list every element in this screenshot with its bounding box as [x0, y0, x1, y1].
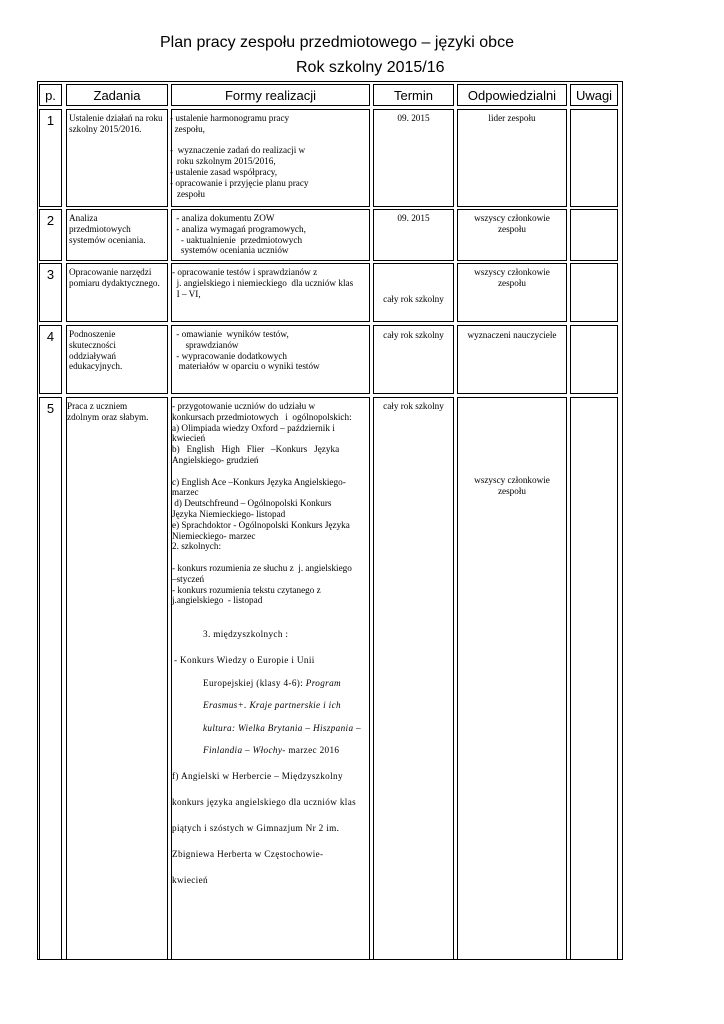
- row-number: 3: [46, 267, 55, 282]
- europe-line-2: Europejskiej (klasy 4-6): Program: [203, 678, 342, 688]
- term-text: 09. 2015: [397, 113, 430, 123]
- task-text: Praca z uczniem zdolnym oraz słabym.: [67, 401, 149, 422]
- plan-table: [37, 81, 622, 960]
- responsible-text: wszyscy członkowie zespołu: [474, 267, 550, 288]
- herbert-line-3: piątych i szóstych w Gimnazjum Nr 2 im.: [172, 823, 340, 833]
- task-text: Analiza przedmiotowych systemów oceniania.: [69, 213, 146, 245]
- europe-line-4: kultura: Wielka Brytania – Hiszpania –: [203, 723, 361, 733]
- task-text: Ustalenie działań na roku szkolny 2015/2016.: [69, 113, 163, 134]
- term-text: 09. 2015: [397, 213, 430, 223]
- row-number: 2: [46, 213, 55, 228]
- europe-line-5: Finlandia – Włochy- marzec 2016: [203, 745, 340, 755]
- row-number: 1: [46, 113, 55, 128]
- responsible-text: wyznaczeni nauczyciele: [467, 330, 557, 340]
- header-number: p.: [45, 88, 56, 103]
- term-text: cały rok szkolny: [383, 294, 444, 304]
- header-tasks: Zadania: [93, 88, 141, 103]
- term-text: cały rok szkolny: [383, 401, 444, 411]
- europe-line-3: Erasmus+. Kraje partnerskie i ich: [203, 700, 341, 710]
- page-title: Plan pracy zespołu przedmiotowego – języki obce: [160, 34, 514, 51]
- header-responsible: Odpowiedzialni: [467, 88, 557, 103]
- europe-line-1: - Konkurs Wiedzy o Europie i Unii: [174, 655, 315, 665]
- row-number: 5: [46, 401, 55, 416]
- forms-text: - omawianie wyników testów, sprawdzianów - wypracowanie dodatkowych materiałów w oparciu o wyniki testów: [176, 329, 320, 372]
- responsible-text: lider zespołu: [488, 113, 536, 123]
- header-forms: Formy realizacji: [224, 88, 316, 103]
- task-text: Podnoszenie skuteczności oddziaływań edukacyjnych.: [69, 329, 123, 372]
- row-number: 4: [46, 329, 55, 344]
- herbert-line-4: Zbigniewa Herberta w Częstochowie-: [172, 849, 324, 859]
- term-text: cały rok szkolny: [383, 330, 444, 340]
- herbert-line-5: kwiecień: [172, 875, 208, 885]
- task-text: Opracowanie narzędzi pomiaru dydaktycznego.: [69, 267, 160, 288]
- herbert-line-2: konkurs języka angielskiego dla uczniów klas: [172, 797, 357, 807]
- forms-text: - analiza dokumentu ZOW - analiza wymagań programowych, - uaktualnienie przedmiotowych systemów oceniania uczniów: [176, 213, 306, 256]
- school-year-subtitle: Rok szkolny 2015/16: [296, 59, 445, 76]
- forms-text: - ustalenie harmonogramu pracy zespołu, - wyznaczenie zadań do realizacji w roku szkolnym 2015/2016, - ustalenie zasad współpracy, - opracowanie i przyjęcie planu pracy zespołu: [170, 113, 309, 199]
- forms-text: - opracowanie testów i sprawdzianów z j. angielskiego i niemieckiego dla uczniów klas I – VI,: [172, 267, 354, 299]
- responsible-text: wszyscy członkowie zespołu: [474, 475, 550, 496]
- herbert-line-1: f) Angielski w Herbercie – Międzyszkolny: [172, 771, 343, 781]
- header-notes: Uwagi: [575, 88, 613, 103]
- forms-text: - przygotowanie uczniów do udziału w konkursach przedmiotowych i ogólnopolskich: a) Olimpiada wiedzy Oxford – październik i kwiecień b) English High Flier –Konkurs Języka Angielskiego- grudzień c) English Ace –Konkurs Języka Angielskiego- marzec d) Deutschfreund – Ogólnopolski Konkurs Języka Niemieckiego- listopad e) Sprachdoktor - Ogólnopolski Konkurs Języka Niemieckiego- marzec 2. szkolnych: - konkurs rozumienia ze słuchu z j. angielskiego –styczeń - konkurs rozumienia tekstu czytanego z j.angielskiego - listopad: [172, 401, 352, 606]
- header-term: Termin: [393, 88, 433, 103]
- responsible-text: wszyscy członkowie zespołu: [474, 213, 550, 234]
- interschool-heading: 3. międzyszkolnych :: [203, 629, 289, 639]
